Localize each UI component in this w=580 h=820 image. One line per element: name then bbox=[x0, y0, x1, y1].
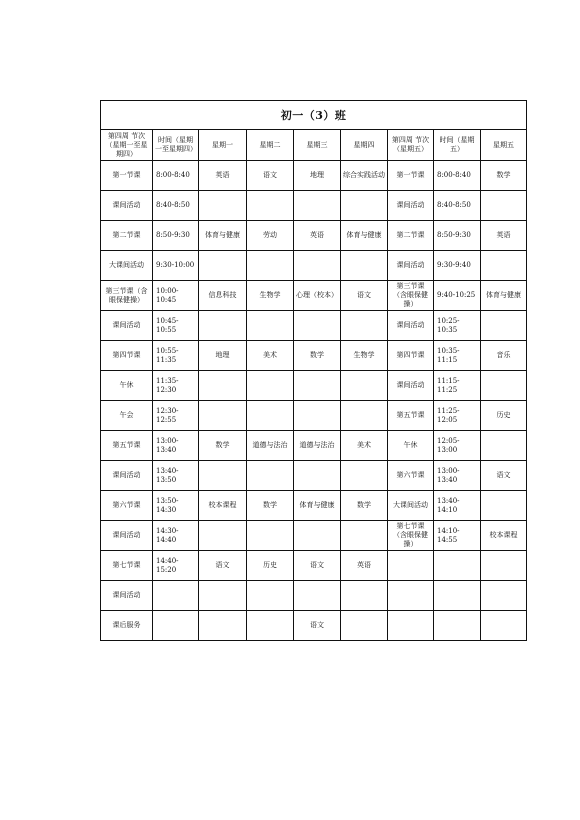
cell-monday: 地理 bbox=[199, 341, 247, 371]
cell-monday bbox=[199, 401, 247, 431]
cell-period-fri bbox=[388, 611, 434, 641]
cell-period-mon-thu: 课间活动 bbox=[101, 521, 153, 551]
cell-period-mon-thu: 第三节课（含眼保健操） bbox=[101, 281, 153, 311]
cell-monday bbox=[199, 581, 247, 611]
cell-period-mon-thu: 课间活动 bbox=[101, 461, 153, 491]
cell-time-mon-thu: 13:50-14:30 bbox=[153, 491, 199, 521]
cell-monday: 英语 bbox=[199, 161, 247, 191]
header-monday: 星期一 bbox=[199, 130, 247, 161]
cell-period-mon-thu: 午会 bbox=[101, 401, 153, 431]
cell-time-fri: 13:00-13:40 bbox=[434, 461, 481, 491]
cell-wednesday bbox=[294, 581, 341, 611]
cell-friday: 校本课程 bbox=[481, 521, 527, 551]
cell-wednesday: 英语 bbox=[294, 221, 341, 251]
cell-wednesday bbox=[294, 461, 341, 491]
table-row bbox=[101, 521, 527, 551]
cell-thursday: 美术 bbox=[341, 431, 388, 461]
schedule-rows bbox=[101, 161, 527, 641]
cell-thursday: 数学 bbox=[341, 491, 388, 521]
cell-monday bbox=[199, 521, 247, 551]
cell-time-fri: 12:05-13:00 bbox=[434, 431, 481, 461]
cell-period-mon-thu: 第四节课 bbox=[101, 341, 153, 371]
cell-friday bbox=[481, 251, 527, 281]
cell-wednesday bbox=[294, 371, 341, 401]
cell-time-mon-thu: 8:50-9:30 bbox=[153, 221, 199, 251]
cell-friday bbox=[481, 431, 527, 461]
cell-wednesday: 数学 bbox=[294, 341, 341, 371]
cell-thursday: 生物学 bbox=[341, 341, 388, 371]
cell-time-fri: 8:40-8:50 bbox=[434, 191, 481, 221]
cell-wednesday: 心理（校本） bbox=[294, 281, 341, 311]
cell-monday: 体育与健康 bbox=[199, 221, 247, 251]
cell-thursday bbox=[341, 251, 388, 281]
cell-time-mon-thu: 13:40-13:50 bbox=[153, 461, 199, 491]
cell-tuesday bbox=[247, 371, 294, 401]
cell-tuesday bbox=[247, 311, 294, 341]
cell-period-mon-thu: 第五节课 bbox=[101, 431, 153, 461]
cell-period-mon-thu: 大课间活动 bbox=[101, 251, 153, 281]
cell-monday bbox=[199, 191, 247, 221]
cell-time-mon-thu: 12:30-12:55 bbox=[153, 401, 199, 431]
cell-tuesday bbox=[247, 251, 294, 281]
cell-wednesday: 道德与法治 bbox=[294, 431, 341, 461]
cell-thursday bbox=[341, 191, 388, 221]
header-period-fri: 第四周 节次（星期五） bbox=[388, 130, 434, 161]
cell-period-fri: 课间活动 bbox=[388, 311, 434, 341]
cell-tuesday bbox=[247, 401, 294, 431]
table-row bbox=[101, 311, 527, 341]
cell-time-fri bbox=[434, 611, 481, 641]
cell-time-mon-thu bbox=[153, 581, 199, 611]
table-row bbox=[101, 371, 527, 401]
cell-wednesday bbox=[294, 311, 341, 341]
cell-thursday: 英语 bbox=[341, 551, 388, 581]
cell-tuesday: 语文 bbox=[247, 161, 294, 191]
cell-period-fri: 第二节课 bbox=[388, 221, 434, 251]
cell-tuesday: 劳动 bbox=[247, 221, 294, 251]
cell-monday bbox=[199, 311, 247, 341]
cell-period-fri: 第一节课 bbox=[388, 161, 434, 191]
header-wednesday: 星期三 bbox=[294, 130, 341, 161]
cell-time-mon-thu: 10:55-11:35 bbox=[153, 341, 199, 371]
cell-time-fri: 8:50-9:30 bbox=[434, 221, 481, 251]
cell-tuesday bbox=[247, 461, 294, 491]
cell-monday: 语文 bbox=[199, 551, 247, 581]
cell-thursday: 综合实践活动 bbox=[341, 161, 388, 191]
table-row bbox=[101, 341, 527, 371]
schedule-title: 初一（3）班 bbox=[101, 101, 527, 130]
cell-time-fri: 9:40-10:25 bbox=[434, 281, 481, 311]
cell-time-mon-thu: 8:40-8:50 bbox=[153, 191, 199, 221]
cell-time-fri: 10:35-11:15 bbox=[434, 341, 481, 371]
cell-time-fri: 11:25-12:05 bbox=[434, 401, 481, 431]
table-row bbox=[101, 401, 527, 431]
cell-period-mon-thu: 第七节课 bbox=[101, 551, 153, 581]
cell-wednesday bbox=[294, 191, 341, 221]
cell-period-fri: 课间活动 bbox=[388, 371, 434, 401]
cell-monday: 校本课程 bbox=[199, 491, 247, 521]
cell-period-mon-thu: 课间活动 bbox=[101, 581, 153, 611]
cell-time-fri: 8:00-8:40 bbox=[434, 161, 481, 191]
cell-thursday bbox=[341, 371, 388, 401]
cell-monday bbox=[199, 251, 247, 281]
cell-tuesday: 数学 bbox=[247, 491, 294, 521]
cell-time-fri: 11:15-11:25 bbox=[434, 371, 481, 401]
header-friday: 星期五 bbox=[481, 130, 527, 161]
cell-wednesday bbox=[294, 401, 341, 431]
cell-wednesday: 体育与健康 bbox=[294, 491, 341, 521]
cell-thursday: 体育与健康 bbox=[341, 221, 388, 251]
cell-friday: 音乐 bbox=[481, 341, 527, 371]
table-row bbox=[101, 461, 527, 491]
cell-period-mon-thu: 课间活动 bbox=[101, 311, 153, 341]
table-row bbox=[101, 251, 527, 281]
cell-tuesday: 道德与法治 bbox=[247, 431, 294, 461]
cell-friday bbox=[481, 311, 527, 341]
cell-monday: 数学 bbox=[199, 431, 247, 461]
cell-tuesday bbox=[247, 191, 294, 221]
cell-thursday: 语文 bbox=[341, 281, 388, 311]
cell-thursday bbox=[341, 521, 388, 551]
table-row bbox=[101, 191, 527, 221]
cell-time-mon-thu: 13:00-13:40 bbox=[153, 431, 199, 461]
cell-friday: 历史 bbox=[481, 401, 527, 431]
cell-period-fri: 第六节课 bbox=[388, 461, 434, 491]
cell-period-fri bbox=[388, 581, 434, 611]
cell-period-mon-thu: 第一节课 bbox=[101, 161, 153, 191]
cell-thursday bbox=[341, 581, 388, 611]
cell-time-mon-thu: 14:40-15:20 bbox=[153, 551, 199, 581]
class-schedule-table bbox=[100, 100, 527, 641]
cell-period-mon-thu: 第二节课 bbox=[101, 221, 153, 251]
cell-period-mon-thu: 课后服务 bbox=[101, 611, 153, 641]
table-row bbox=[101, 491, 527, 521]
cell-tuesday bbox=[247, 581, 294, 611]
cell-time-fri: 9:30-9:40 bbox=[434, 251, 481, 281]
cell-friday bbox=[481, 611, 527, 641]
cell-friday bbox=[481, 371, 527, 401]
cell-thursday bbox=[341, 311, 388, 341]
cell-period-fri: 第四节课 bbox=[388, 341, 434, 371]
table-row bbox=[101, 221, 527, 251]
cell-time-mon-thu: 14:30-14:40 bbox=[153, 521, 199, 551]
cell-monday bbox=[199, 461, 247, 491]
cell-period-fri: 课间活动 bbox=[388, 191, 434, 221]
cell-friday: 语文 bbox=[481, 461, 527, 491]
cell-period-fri: 课间活动 bbox=[388, 251, 434, 281]
cell-thursday bbox=[341, 611, 388, 641]
header-time-mon-thu: 时间（星期一至星期四） bbox=[153, 130, 199, 161]
cell-wednesday: 地理 bbox=[294, 161, 341, 191]
cell-period-mon-thu: 午休 bbox=[101, 371, 153, 401]
cell-time-mon-thu bbox=[153, 611, 199, 641]
cell-friday bbox=[481, 581, 527, 611]
cell-time-mon-thu: 10:45-10:55 bbox=[153, 311, 199, 341]
cell-friday: 数学 bbox=[481, 161, 527, 191]
cell-time-mon-thu: 10:00-10:45 bbox=[153, 281, 199, 311]
cell-time-fri bbox=[434, 551, 481, 581]
cell-time-fri: 13:40-14:10 bbox=[434, 491, 481, 521]
header-time-fri: 时间（星期五） bbox=[434, 130, 481, 161]
cell-friday bbox=[481, 491, 527, 521]
cell-friday: 体育与健康 bbox=[481, 281, 527, 311]
cell-monday: 信息科技 bbox=[199, 281, 247, 311]
cell-time-fri: 14:10-14:55 bbox=[434, 521, 481, 551]
header-period-mon-thu: 第四周 节次（星期一至星期四） bbox=[101, 130, 153, 161]
cell-time-fri bbox=[434, 581, 481, 611]
cell-tuesday: 生物学 bbox=[247, 281, 294, 311]
cell-thursday bbox=[341, 461, 388, 491]
cell-period-mon-thu: 第六节课 bbox=[101, 491, 153, 521]
cell-time-mon-thu: 11:35-12:30 bbox=[153, 371, 199, 401]
header-row bbox=[101, 130, 527, 161]
cell-tuesday bbox=[247, 611, 294, 641]
cell-time-fri: 10:25-10:35 bbox=[434, 311, 481, 341]
cell-period-fri: 第七节课（含眼保健操） bbox=[388, 521, 434, 551]
cell-wednesday bbox=[294, 251, 341, 281]
cell-friday bbox=[481, 551, 527, 581]
cell-period-mon-thu: 课间活动 bbox=[101, 191, 153, 221]
table-row bbox=[101, 431, 527, 461]
cell-wednesday bbox=[294, 521, 341, 551]
table-row bbox=[101, 581, 527, 611]
header-tuesday: 星期二 bbox=[247, 130, 294, 161]
cell-time-mon-thu: 8:00-8:40 bbox=[153, 161, 199, 191]
cell-wednesday: 语文 bbox=[294, 611, 341, 641]
cell-tuesday bbox=[247, 521, 294, 551]
cell-period-fri: 第三节课（含眼保健操） bbox=[388, 281, 434, 311]
cell-period-fri: 午休 bbox=[388, 431, 434, 461]
cell-time-mon-thu: 9:30-10:00 bbox=[153, 251, 199, 281]
cell-monday bbox=[199, 611, 247, 641]
header-thursday: 星期四 bbox=[341, 130, 388, 161]
cell-period-fri: 第五节课 bbox=[388, 401, 434, 431]
table-row bbox=[101, 161, 527, 191]
cell-monday bbox=[199, 371, 247, 401]
cell-period-fri: 大课间活动 bbox=[388, 491, 434, 521]
table-row bbox=[101, 611, 527, 641]
cell-friday: 英语 bbox=[481, 221, 527, 251]
cell-friday bbox=[481, 191, 527, 221]
cell-period-fri bbox=[388, 551, 434, 581]
cell-tuesday: 美术 bbox=[247, 341, 294, 371]
table-row bbox=[101, 551, 527, 581]
table-row bbox=[101, 281, 527, 311]
cell-wednesday: 语文 bbox=[294, 551, 341, 581]
cell-thursday bbox=[341, 401, 388, 431]
cell-tuesday: 历史 bbox=[247, 551, 294, 581]
